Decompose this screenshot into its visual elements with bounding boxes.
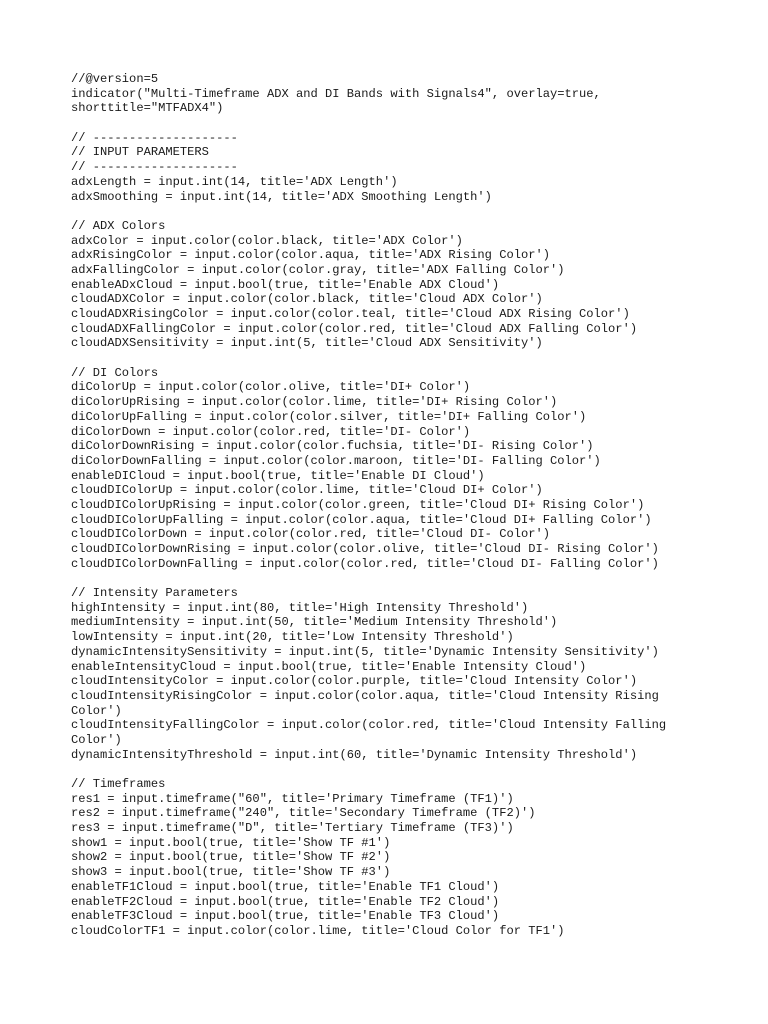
code-line: // -------------------- [71, 130, 238, 145]
code-line: cloudDIColorUpRising = input.color(color.green, title='Cloud DI+ Rising Color') [71, 497, 645, 512]
code-line: indicator("Multi-Timeframe ADX and DI Bands with Signals4", overlay=true, [71, 86, 601, 101]
code-line: adxLength = input.int(14, title='ADX Length') [71, 174, 398, 189]
code-line: cloudIntensityRisingColor = input.color(color.aqua, title='Cloud Intensity Rising [71, 688, 659, 703]
code-line: show1 = input.bool(true, title='Show TF #1') [71, 835, 391, 850]
code-line: cloudDIColorDown = input.color(color.red, title='Cloud DI- Color') [71, 527, 550, 542]
code-line: cloudADXColor = input.color(color.black, title='Cloud ADX Color') [71, 292, 543, 307]
code-line: res2 = input.timeframe("240", title='Secondary Timeframe (TF2)') [71, 806, 536, 821]
code-line: show3 = input.bool(true, title='Show TF #3') [71, 865, 391, 880]
code-line: res3 = input.timeframe("D", title='Tertiary Timeframe (TF3)') [71, 821, 514, 836]
code-line: enableTF3Cloud = input.bool(true, title='Enable TF3 Cloud') [71, 909, 500, 924]
code-line: mediumIntensity = input.int(50, title='Medium Intensity Threshold') [71, 615, 558, 630]
code-line: adxFallingColor = input.color(color.gray, title='ADX Falling Color') [71, 262, 565, 277]
code-line: show2 = input.bool(true, title='Show TF #2') [71, 850, 391, 865]
code-line: // DI Colors [71, 365, 159, 380]
code-line: diColorDownRising = input.color(color.fuchsia, title='DI- Rising Color') [71, 439, 594, 454]
code-line: dynamicIntensitySensitivity = input.int(5, title='Dynamic Intensity Sensitivity') [71, 644, 659, 659]
code-line: cloudDIColorUp = input.color(color.lime, title='Cloud DI+ Color') [71, 483, 543, 498]
code-line: diColorDown = input.color(color.red, title='DI- Color') [71, 424, 471, 439]
code-line: adxColor = input.color(color.black, title='ADX Color') [71, 233, 463, 248]
code-line: Color') [71, 732, 122, 747]
code-line: // Intensity Parameters [71, 586, 238, 601]
code-line: enableTF2Cloud = input.bool(true, title='Enable TF2 Cloud') [71, 894, 500, 909]
code-line: diColorUpRising = input.color(color.lime, title='DI+ Rising Color') [71, 395, 558, 410]
code-line: res1 = input.timeframe("60", title='Primary Timeframe (TF1)') [71, 791, 514, 806]
code-line: cloudColorTF1 = input.color(color.lime, title='Cloud Color for TF1') [71, 923, 565, 938]
code-line: //@version=5 [71, 72, 159, 86]
code-line: lowIntensity = input.int(20, title='Low Intensity Threshold') [71, 630, 514, 645]
code-line: dynamicIntensityThreshold = input.int(60, title='Dynamic Intensity Threshold') [71, 747, 638, 762]
blank-line [71, 571, 731, 586]
code-line: // Timeframes [71, 777, 166, 791]
code-line: cloudDIColorUpFalling = input.color(color.aqua, title='Cloud DI+ Falling Color') [71, 512, 652, 527]
code-line: enableTF1Cloud = input.bool(true, title='Enable TF1 Cloud') [71, 879, 500, 894]
code-line: // -------------------- [71, 160, 238, 175]
code-line: diColorUpFalling = input.color(color.silver, title='DI+ Falling Color') [71, 409, 587, 424]
code-line: enableDICloud = input.bool(true, title='Enable DI Cloud') [71, 468, 485, 483]
code-line: // INPUT PARAMETERS [71, 145, 209, 160]
code-line: // ADX Colors [71, 218, 166, 233]
code-line: Color') [71, 703, 122, 718]
code-line: cloudADXRisingColor = input.color(color.teal, title='Cloud ADX Rising Color') [71, 307, 630, 321]
blank-line [71, 351, 731, 366]
code-line: highIntensity = input.int(80, title='High Intensity Threshold') [71, 600, 529, 615]
code-line: diColorDownFalling = input.color(color.maroon, title='DI- Falling Color') [71, 453, 601, 468]
code-line: adxSmoothing = input.int(14, title='ADX Smoothing Length') [71, 189, 492, 204]
code-line: shorttitle="MTFADX4") [71, 101, 224, 116]
blank-line [71, 204, 731, 219]
blank-line [71, 762, 731, 777]
code-line: cloudADXFallingColor = input.color(color.red, title='Cloud ADX Falling Color') [71, 321, 638, 336]
code-line: adxRisingColor = input.color(color.aqua, title='ADX Rising Color') [71, 248, 550, 263]
code-line: cloudDIColorDownFalling = input.color(color.red, title='Cloud DI- Falling Color') [71, 556, 659, 571]
code-line: cloudADXSensitivity = input.int(5, title='Cloud ADX Sensitivity') [71, 336, 543, 351]
code-line: diColorUp = input.color(color.olive, title='DI+ Color') [71, 380, 471, 395]
code-line: enableIntensityCloud = input.bool(true, title='Enable Intensity Cloud') [71, 659, 587, 674]
code-line: cloudDIColorDownRising = input.color(color.olive, title='Cloud DI- Rising Color') [71, 542, 659, 556]
blank-line [71, 116, 731, 131]
code-line: cloudIntensityFallingColor = input.color(color.red, title='Cloud Intensity Falling [71, 718, 667, 733]
code-line: cloudIntensityColor = input.color(color.purple, title='Cloud Intensity Color') [71, 674, 638, 689]
code-line: enableADxCloud = input.bool(true, title='Enable ADX Cloud') [71, 277, 500, 292]
code-block [71, 72, 731, 939]
